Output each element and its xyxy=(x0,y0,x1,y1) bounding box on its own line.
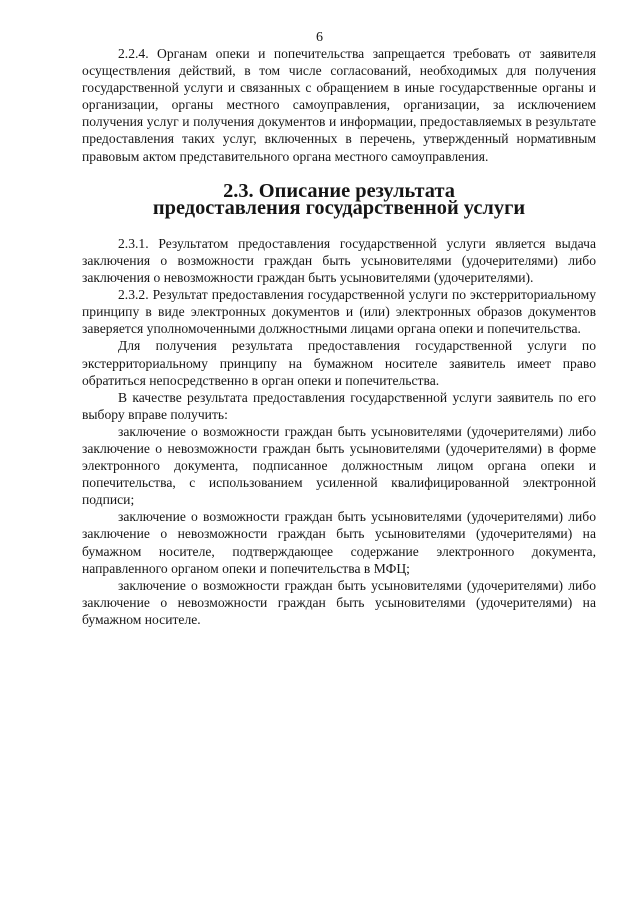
paragraph-2-2-4: 2.2.4. Органам опеки и попечительства запрещается требовать от заявителя осуществления действий, в том числе согласований, необходимых для получения государственной услуги и связанных с обращением в иные государственные органы и организации, органы местного самоуправления, организации, за исключением получения услуг и получения документов и информации, предоставляемых в результате предоставления таких услуг, включенных в перечень, утвержденный нормативным правовым актом представительного органа местного самоуправления. xyxy=(82,46,596,164)
paragraph-2-3-2: 2.3.2. Результат предоставления государственной услуги по экстерриториальному принципу в виде электронных документов и (или) электронных образов документов заверяется уполномоченными должностными лицами органа опеки и попечительства. xyxy=(82,287,596,337)
section-heading-line2: предоставления государственной услуги xyxy=(152,196,526,219)
spacer xyxy=(82,217,596,235)
section-heading-line1: 2.3. Описание результата xyxy=(223,179,455,202)
document-body xyxy=(82,45,596,628)
list-item-paper: заключение о возможности граждан быть усыновителями (удочерителями) либо заключение о невозможности граждан быть усыновителями (удочерителями) на бумажном носителе. xyxy=(82,577,596,627)
page-number: 6 xyxy=(316,30,323,45)
paragraph-2-3-1: 2.3.1. Результатом предоставления государственной услуги является выдача заключения о возможности граждан быть усыновителями (удочерителями) либо заключения о невозможности граждан быть усыновителями (удочерителями). xyxy=(82,235,596,286)
section-heading xyxy=(82,179,596,219)
list-item-paper-mfc: заключение о возможности граждан быть усыновителями (удочерителями) либо заключение о невозможности граждан быть усыновителями (удочерителями) на бумажном носителе, подтверждающее содержание электронного документа, направленного органом опеки и попечительства в МФЦ; xyxy=(82,509,596,576)
list-item-electronic: заключение о возможности граждан быть усыновителями (удочерителями) либо заключение о невозможности граждан быть усыновителями (удочерителями) в форме электронного документа, подписанное должностным лицом органа опеки и попечительства, с использованием усиленной квалифицированной электронной подписи; xyxy=(82,423,596,508)
paragraph-paper-result: Для получения результата предоставления государственной услуги по экстерриториальному принципу на бумажном носителе заявитель имеет право обратиться непосредственно в орган опеки и попечительства. xyxy=(82,338,596,388)
paragraph-result-choice: В качестве результата предоставления государственной услуги заявитель по его выбору вправе получить: xyxy=(82,389,596,422)
